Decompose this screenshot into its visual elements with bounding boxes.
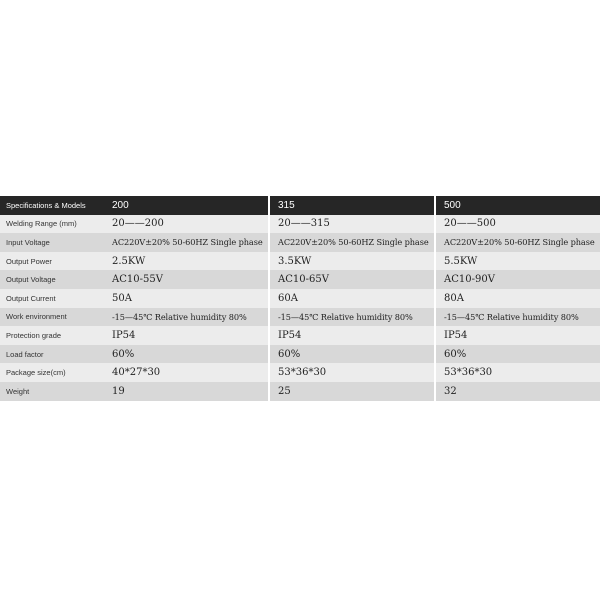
row-label: Load factor	[0, 345, 104, 364]
row-label: Protection grade	[0, 326, 104, 345]
row-value: 60%	[270, 345, 434, 364]
row-value: AC220V±20% 50-60HZ Single phase	[270, 233, 434, 252]
row-label: Weight	[0, 382, 104, 401]
header-model-315: 315	[270, 196, 434, 215]
row-value: 19	[104, 382, 268, 401]
row-value: 20——500	[436, 215, 600, 234]
row-value: 53*36*30	[436, 363, 600, 382]
row-value: 20——200	[104, 215, 268, 234]
row-value: 53*36*30	[270, 363, 434, 382]
row-value: 32	[436, 382, 600, 401]
row-label: Output Voltage	[0, 270, 104, 289]
header-label: Specifications & Models	[0, 196, 104, 215]
row-value: 60%	[436, 345, 600, 364]
header-model-200: 200	[104, 196, 268, 215]
row-value: -15—45℃ Relative humidity 80%	[436, 308, 600, 327]
row-value: -15—45℃ Relative humidity 80%	[104, 308, 268, 327]
row-value: AC10-65V	[270, 270, 434, 289]
row-value: 2.5KW	[104, 252, 268, 271]
header-model-500: 500	[436, 196, 600, 215]
row-value: IP54	[270, 326, 434, 345]
row-label: Work environment	[0, 308, 104, 327]
row-label: Output Current	[0, 289, 104, 308]
row-value: 3.5KW	[270, 252, 434, 271]
row-value: IP54	[436, 326, 600, 345]
row-value: 60%	[104, 345, 268, 364]
row-value: 25	[270, 382, 434, 401]
row-value: 60A	[270, 289, 434, 308]
row-label: Package size(cm)	[0, 363, 104, 382]
row-value: AC10-90V	[436, 270, 600, 289]
row-value: -15—45℃ Relative humidity 80%	[270, 308, 434, 327]
row-value: AC10-55V	[104, 270, 268, 289]
row-value: 80A	[436, 289, 600, 308]
row-value: AC220V±20% 50-60HZ Single phase	[104, 233, 268, 252]
row-value: 50A	[104, 289, 268, 308]
row-label: Welding Range (mm)	[0, 215, 104, 234]
row-value: 5.5KW	[436, 252, 600, 271]
row-label: Output Power	[0, 252, 104, 271]
row-value: IP54	[104, 326, 268, 345]
row-value: 20——315	[270, 215, 434, 234]
row-value: AC220V±20% 50-60HZ Single phase	[436, 233, 600, 252]
row-label: Input Voltage	[0, 233, 104, 252]
row-value: 40*27*30	[104, 363, 268, 382]
spec-table	[0, 196, 600, 401]
